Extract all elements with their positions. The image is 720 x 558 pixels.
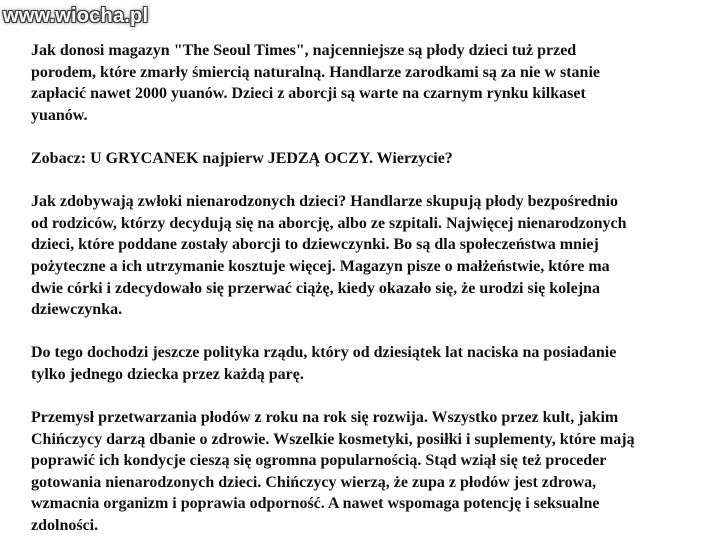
paragraph — [31, 148, 711, 170]
text-line: dzieci, które poddane zostały aborcji to dziewczynki. Bo są dla społeczeństwa mniej — [31, 236, 599, 254]
paragraph — [31, 342, 711, 385]
text-line: zapłacić nawet 2000 yuanów. Dzieci z aborcji są warte na czarnym rynku kilkaset — [31, 85, 586, 103]
text-line: poprawić ich kondycje cieszą się ogromna popularnością. Stąd wziął się też proceder — [31, 452, 607, 470]
text-line: od rodziców, którzy decydują się na aborcję, albo ze szpitali. Najwięcej nienarodzonych — [31, 214, 627, 232]
text-line: tylko jednego dziecka przez każdą parę. — [31, 365, 304, 383]
paragraph — [31, 191, 711, 321]
paragraph — [31, 407, 711, 537]
text-line: porodem, które zmarły śmiercią naturalną. Handlarze zarodkami są za nie w stanie — [31, 63, 600, 81]
text-line: Przemysł przetwarzania płodów z roku na rok się rozwija. Wszystko przez kult, jakim — [31, 409, 619, 427]
text-line: zdolności. — [31, 517, 99, 535]
text-line: Zobacz: U GRYCANEK najpierw JEDZĄ OCZY. Wierzycie? — [31, 149, 453, 167]
text-line: Jak donosi magazyn "The Seoul Times", najcenniejsze są płody dzieci tuż przed — [31, 42, 577, 59]
watermark: www.wiocha.pl — [3, 5, 149, 27]
text-line: Jak zdobywają zwłoki nienarodzonych dzieci? Handlarze skupują płody bezpośrednio — [31, 193, 619, 211]
article-body — [31, 40, 711, 558]
text-line: yuanów. — [31, 106, 88, 124]
text-line: pożyteczne a ich utrzymanie kosztuje więcej. Magazyn pisze o małżeństwie, które ma — [31, 257, 610, 275]
text-line: dwie córki i zdecydowało się przerwać ciążę, kiedy okazało się, że urodzi się kolejna — [31, 279, 600, 297]
paragraph — [31, 40, 711, 126]
text-line: Chińczycy darzą dbanie o zdrowie. Wszelkie kosmetyki, posiłki i suplementy, które mają — [31, 430, 635, 448]
text-line: gotowania nienarodzonych dzieci. Chińczycy wierzą, że zupa z płodów jest zdrowa, — [31, 473, 597, 491]
text-line: dziewczynka. — [31, 301, 123, 319]
text-line: wzmacnia organizm i poprawia odporność. A nawet wspomaga potencję i seksualne — [31, 495, 600, 513]
text-line: Do tego dochodzi jeszcze polityka rządu, który od dziesiątek lat naciska na posiadanie — [31, 344, 617, 362]
